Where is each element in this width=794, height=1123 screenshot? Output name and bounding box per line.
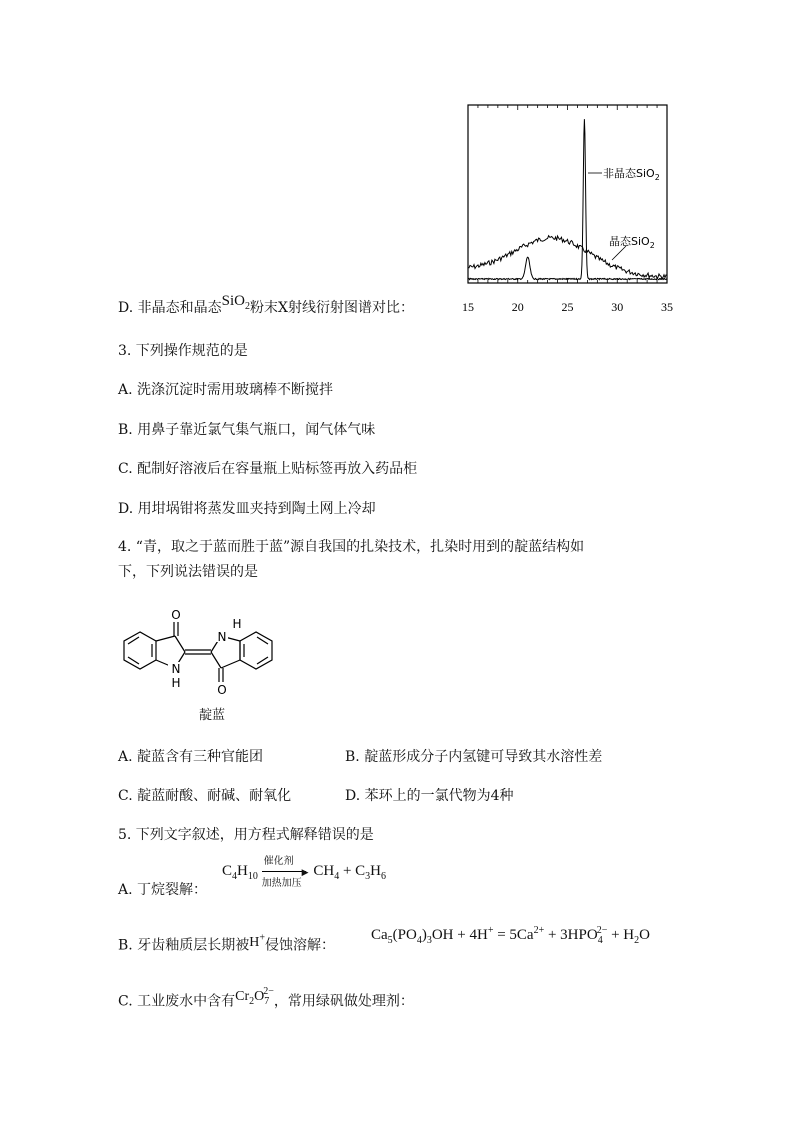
q3-option-c: C. 配制好溶液后在容量瓶上贴标签再放入药品柜 bbox=[118, 461, 418, 477]
q3-option-b: B. 用鼻子靠近氯气集气瓶口，闻气体气味 bbox=[118, 422, 376, 438]
q5-option-c-label: C. 工业废水中含有$Cr_2O_7^{2-}$，常用绿矾做处理剂： bbox=[118, 986, 414, 1010]
x-tick-label: 15 bbox=[462, 300, 474, 314]
indigo-structure bbox=[112, 600, 297, 705]
q5-option-b-equation: $Ca_5(PO_4)_3OH + 4H^+ = 5Ca^{2+} + 3HPO_4^{2-} + H_2O$ bbox=[371, 925, 650, 946]
label-amorphous: 非晶态SiO$_2$ bbox=[603, 167, 660, 182]
label-crystal: 晶态SiO$_2$ bbox=[609, 235, 655, 250]
q5-option-b-label: B. 牙齿釉质层长期被H+侵蚀溶解： bbox=[118, 932, 335, 954]
atom-h-left: H bbox=[171, 676, 181, 690]
chart-frame bbox=[468, 105, 667, 283]
x-tick-label: 35 bbox=[661, 300, 673, 314]
q4-option-a: A. 靛蓝含有三种官能团 bbox=[118, 749, 264, 765]
x-tick-label: 30 bbox=[611, 300, 624, 314]
q3-option-a: A. 洗涤沉淀时需用玻璃棒不断搅拌 bbox=[118, 382, 334, 398]
atom-n-right: N bbox=[217, 630, 227, 644]
atom-o-bottom: O bbox=[217, 683, 227, 697]
atom-n-left: N bbox=[171, 662, 181, 676]
q5-stem: 5. 下列文字叙述，用方程式解释错误的是 bbox=[118, 827, 374, 843]
catalyst-label: 催化剂 bbox=[263, 856, 294, 867]
q4-option-b: B. 靛蓝形成分子内氢键可导致其水溶性差 bbox=[345, 749, 603, 765]
q4-option-d: D. 苯环上的一氯代物为4种 bbox=[345, 788, 514, 804]
chart-ticks bbox=[468, 105, 667, 283]
q3-option-d: D. 用坩埚钳将蒸发皿夹持到陶土网上冷却 bbox=[118, 501, 376, 517]
atom-h-right: H bbox=[232, 617, 242, 631]
q5-option-a-equation: $C_4H_{10}$ 催化剂 ▶ 加热加压 $CH_4 + C_3H_6$ bbox=[222, 862, 386, 882]
q4-option-c: C. 靛蓝耐酸、耐碱、耐氧化 bbox=[118, 788, 292, 804]
x-tick-label: 20 bbox=[511, 300, 524, 314]
x-tick-label: 25 bbox=[561, 300, 574, 314]
q2-option-d: D. 非晶态和晶态SiO$_2$粉末X射线衍射图谱对比： bbox=[118, 293, 414, 316]
q5-option-a-label: A. 丁烷裂解： bbox=[118, 882, 208, 898]
series-crystalline-line bbox=[468, 119, 667, 280]
xrd-chart bbox=[456, 100, 686, 325]
molecule-caption: 靛蓝 bbox=[199, 708, 226, 723]
label-leader-crystal bbox=[612, 246, 626, 260]
condition-label: 加热加压 bbox=[261, 878, 302, 889]
q3-stem: 3. 下列操作规范的是 bbox=[118, 343, 248, 359]
q4-stem-line2: 下，下列说法错误的是 bbox=[118, 564, 258, 580]
atom-o-top: O bbox=[171, 608, 181, 622]
q4-stem-line1: 4. “青，取之于蓝而胜于蓝”源自我国的扎染技术，扎染时用到的靛蓝结构如 bbox=[118, 539, 585, 555]
